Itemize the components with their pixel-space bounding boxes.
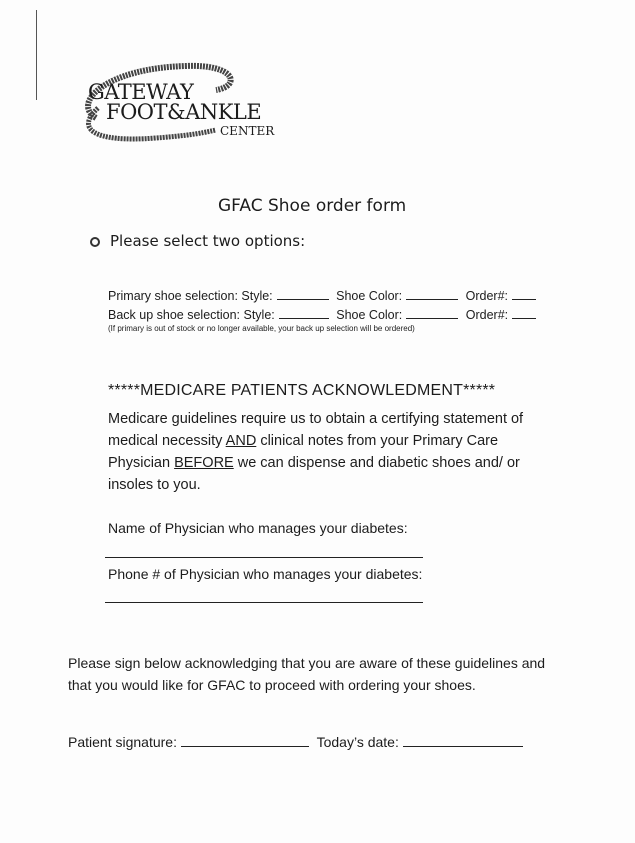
scan-edge-mark bbox=[36, 10, 37, 100]
para-part-3: we can dispense and diabetic shoes and/ or insoles to you. bbox=[108, 455, 520, 493]
instruction bbox=[90, 232, 305, 250]
logo-line-1: GATEWAY bbox=[88, 80, 194, 104]
primary-style-field[interactable] bbox=[277, 287, 329, 300]
backup-order-field[interactable] bbox=[512, 306, 536, 319]
form-title: GFAC Shoe order form bbox=[218, 196, 407, 216]
physician-name-field[interactable] bbox=[105, 557, 423, 558]
physician-phone-label: Phone # of Physician who manages your diabetes: bbox=[108, 566, 423, 582]
primary-order-field[interactable] bbox=[512, 287, 536, 300]
bullet-icon bbox=[90, 237, 100, 247]
emphasis-and: AND bbox=[225, 433, 257, 449]
date-label: Today’s date: bbox=[316, 734, 399, 750]
para-part-2: clinical notes from your Primary Care Physician bbox=[108, 433, 499, 471]
gateway-logo bbox=[66, 58, 286, 148]
backup-order-label: Order#: bbox=[465, 308, 509, 322]
signature-row bbox=[68, 733, 527, 750]
primary-label: Primary shoe selection: Style: bbox=[108, 289, 273, 303]
backup-label: Back up shoe selection: Style: bbox=[108, 308, 275, 322]
instruction-text: Please select two options: bbox=[110, 232, 306, 250]
logo-line-2: FOOT&ANKLE bbox=[106, 100, 262, 124]
backup-color-field[interactable] bbox=[406, 306, 458, 319]
physician-phone-field[interactable] bbox=[105, 602, 423, 603]
acknowledgment-text: Please sign below acknowledging that you are aware of these guidelines and that you would like for GFAC to proceed with ordering your shoes. bbox=[68, 655, 546, 693]
primary-color-field[interactable] bbox=[406, 287, 458, 300]
para-part-1: Medicare guidelines require us to obtain a certifying statement of medical necessity bbox=[108, 411, 524, 449]
physician-name-label: Name of Physician who manages your diabetes: bbox=[108, 520, 408, 536]
backup-style-field[interactable] bbox=[279, 306, 329, 319]
backup-note: (If primary is out of stock or no longer available, your back up selection will be ordered) bbox=[108, 324, 415, 333]
primary-order-label: Order#: bbox=[465, 289, 509, 303]
signature-label: Patient signature: bbox=[68, 734, 177, 750]
signature-field[interactable] bbox=[181, 733, 309, 747]
primary-color-label: Shoe Color: bbox=[336, 289, 403, 303]
backup-color-label: Shoe Color: bbox=[336, 308, 403, 322]
logo-line-3: CENTER bbox=[220, 124, 275, 138]
medicare-paragraph bbox=[108, 408, 558, 496]
backup-selection-row bbox=[108, 306, 540, 322]
medicare-heading: *****MEDICARE PATIENTS ACKNOWLEDMENT***** bbox=[108, 382, 496, 399]
primary-selection-row bbox=[108, 287, 540, 303]
date-field[interactable] bbox=[403, 733, 523, 747]
emphasis-before: BEFORE bbox=[174, 455, 234, 471]
